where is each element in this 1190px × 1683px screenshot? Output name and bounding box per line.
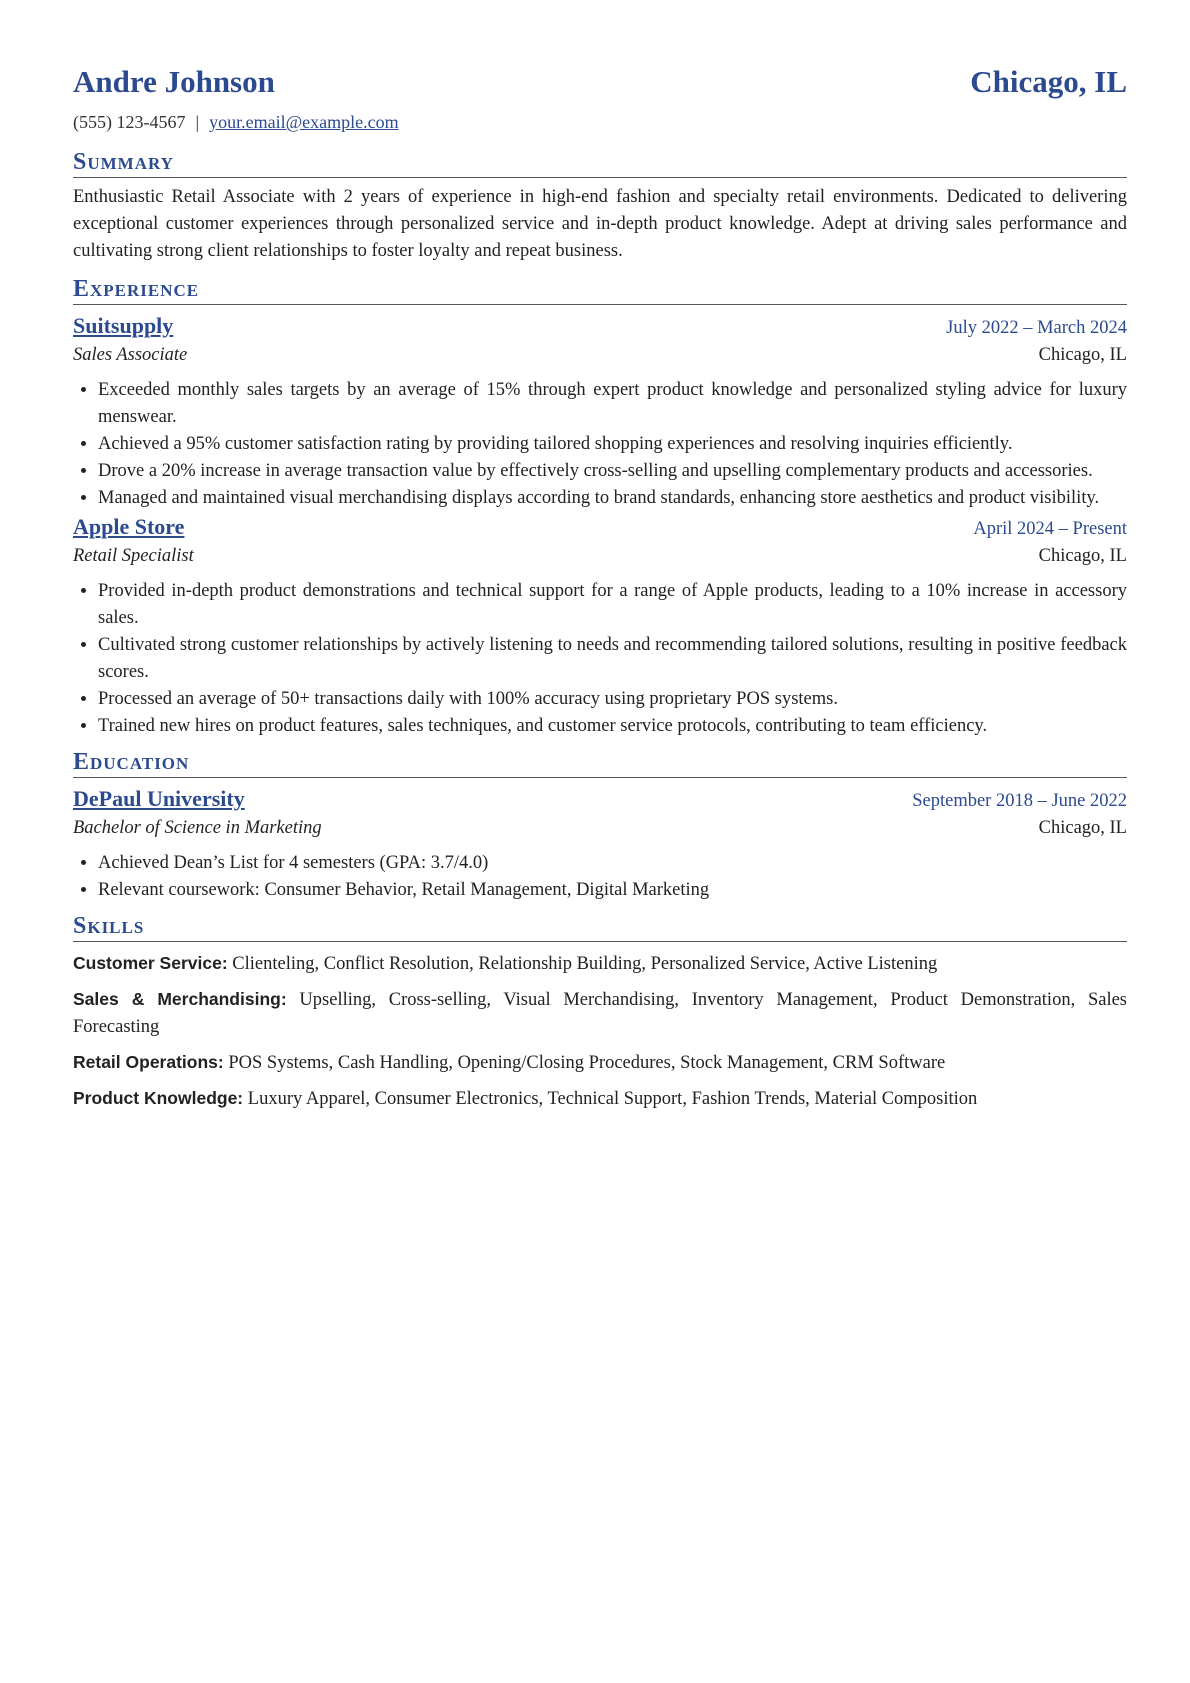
list-item: • Processed an average of 50+ transactions daily with 100% accuracy using proprietary POS systems. [98,686,1127,713]
list-item: • Trained new hires on product features, sales techniques, and customer service protocols, contributing to team efficiency. [98,713,1127,740]
skill-line [73,1085,1127,1113]
contact-separator: | [195,112,200,132]
job-bullets [73,578,1127,740]
skill-category: Customer Service: [73,953,228,973]
phone-number: (555) 123-4567 [73,112,186,132]
school-link-depaul[interactable]: DePaul University [73,786,245,811]
skill-values: Upselling, Cross-selling, Visual Merchandising, Inventory Management, Product Demonstration, Sales Forecasting [73,990,1127,1037]
resume-page [73,64,1127,1113]
list-item: • Cultivated strong customer relationships by actively listening to needs and recommending tailored solutions, resulting in positive feedback scores. [98,632,1127,686]
school-location: Chicago, IL [1038,818,1127,838]
skill-line [73,986,1127,1041]
list-item: • Exceeded monthly sales targets by an average of 15% through expert product knowledge and personalized styling advice for luxury menswear. [98,377,1127,431]
experience-heading: Experience [73,275,1127,305]
list-item: • Managed and maintained visual merchandising displays according to brand standards, enhancing store aesthetics and product visibility. [98,485,1127,512]
skill-line [73,1049,1127,1077]
list-item: • Drove a 20% increase in average transaction value by effectively cross-selling and upselling complementary products and accessories. [98,458,1127,485]
skill-values: Luxury Apparel, Consumer Electronics, Technical Support, Fashion Trends, Material Composition [247,1089,978,1109]
list-item: • Relevant coursework: Consumer Behavior, Retail Management, Digital Marketing [98,877,1127,904]
resume-header [73,64,1127,102]
summary-text: Enthusiastic Retail Associate with 2 years of experience in high-end fashion and specialty retail environments. Dedicated to delivering exceptional customer experiences through personalized service and in-depth product knowledge. Adept at driving sales performance and cultivating strong client relationships to foster loyalty and repeat business. [73,187,1127,261]
skill-line [73,950,1127,978]
experience-entry [73,512,1127,740]
skill-category: Sales & Merchandising: [73,989,287,1009]
job-bullets [73,377,1127,512]
job-title: Retail Specialist [73,546,194,566]
job-dates: July 2022 – March 2024 [946,318,1127,338]
job-location: Chicago, IL [1038,546,1127,566]
skill-category: Retail Operations: [73,1052,224,1072]
email-link[interactable]: your.email@example.com [209,112,399,132]
job-dates: April 2024 – Present [973,519,1127,539]
candidate-city: Chicago, IL [970,64,1127,99]
education-bullets [73,850,1127,904]
list-item: • Achieved a 95% customer satisfaction rating by providing tailored shopping experiences and resolving inquiries efficiently. [98,431,1127,458]
skill-values: POS Systems, Cash Handling, Opening/Closing Procedures, Stock Management, CRM Software [228,1053,946,1073]
candidate-name: Andre Johnson [73,64,275,99]
experience-entry [73,311,1127,512]
list-item: • Achieved Dean’s List for 4 semesters (GPA: 3.7/4.0) [98,850,1127,877]
company-link-apple-store[interactable]: Apple Store [73,514,185,539]
skill-category: Product Knowledge: [73,1088,244,1108]
education-heading: Education [73,748,1127,778]
list-item: • Provided in-depth product demonstrations and technical support for a range of Apple products, leading to a 10% increase in accessory sales. [98,578,1127,632]
job-title: Sales Associate [73,345,188,365]
summary-heading: Summary [73,148,1127,178]
skills-heading: Skills [73,912,1127,942]
company-link-suitsupply[interactable]: Suitsupply [73,313,174,338]
education-dates: September 2018 – June 2022 [912,791,1127,811]
job-location: Chicago, IL [1038,345,1127,365]
education-entry [73,784,1127,904]
contact-line [73,112,1127,140]
skill-values: Clienteling, Conflict Resolution, Relationship Building, Personalized Service, Active Listening [232,954,938,974]
degree-title: Bachelor of Science in Marketing [73,818,322,838]
